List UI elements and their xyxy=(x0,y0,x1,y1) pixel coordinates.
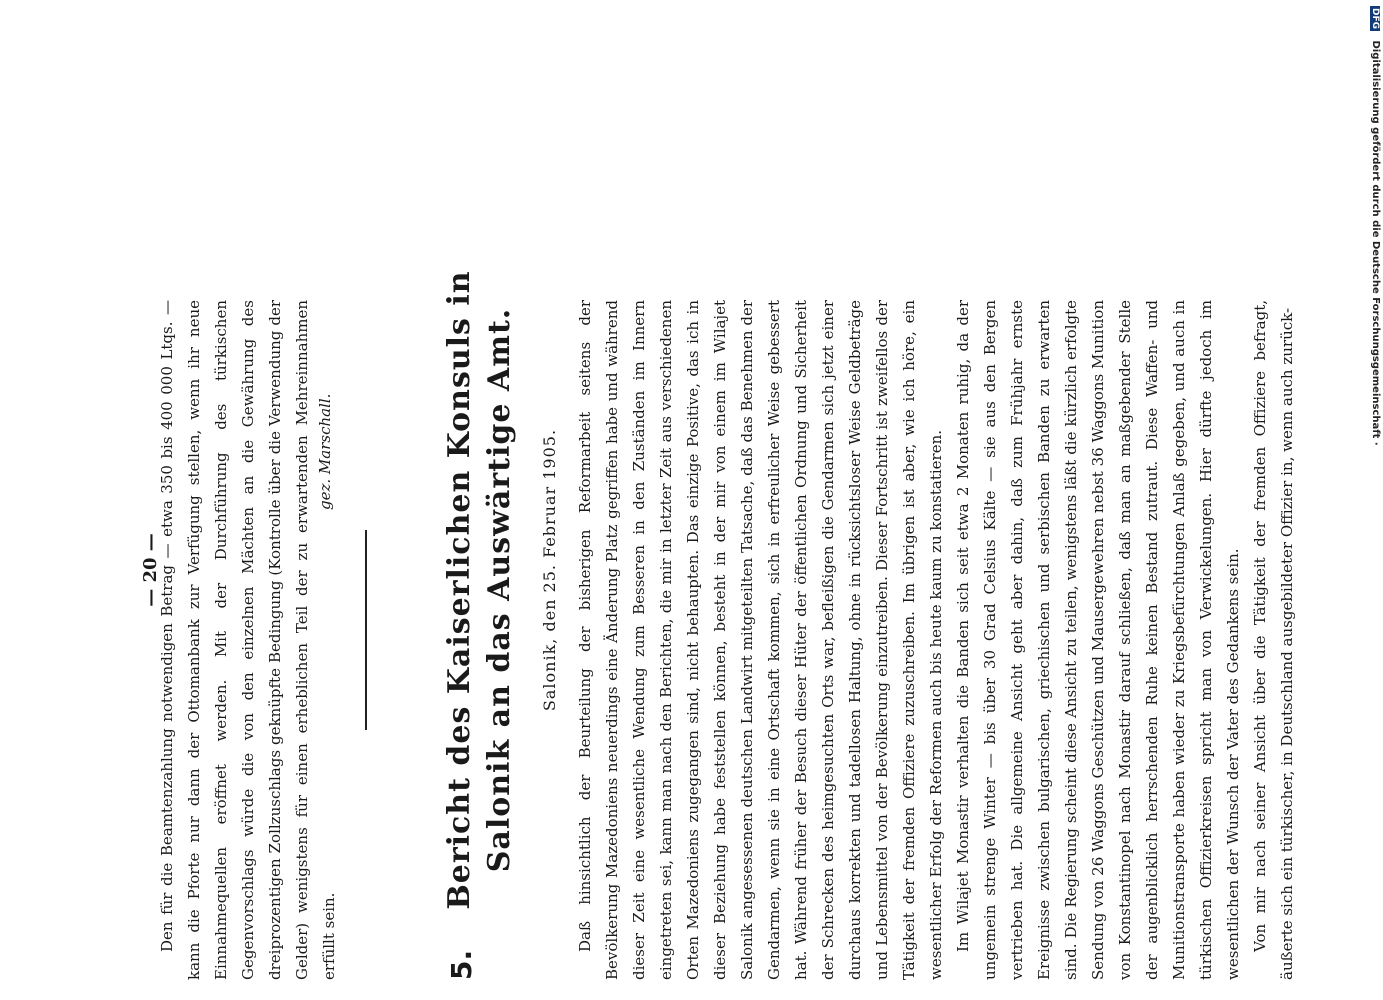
report-body xyxy=(572,300,1301,980)
dfg-logo: DFG xyxy=(1370,8,1380,30)
report-paragraph-2: Im Wilajet Monastir verhalten die Banden sich seit etwa 2 Monaten ruhig, da der ungemein strenge Winter — bis über 30 Grad Celsius Kälte — sie aus den Bergen vertrieben hat. Die allgemeine Ansicht geht aber dahin, daß zum Frühjahr ernste Ereignisse zwischen bulgarischen, griechischen und serbischen Banden zu erwarten sind. Die Regierung scheint diese Ansicht zu teilen, wenigstens läßt die kürzlich erfolgte Sendung von 26 Waggons Geschützen und Mausergewehren nebst 36 Waggons Munition von Konstantinopel nach Monastir darauf schließen, daß man an maßgebender Stelle der augenblicklich herrschenden Ruhe keinen Bestand zutraut. Diese Waffen- und Munitionstransporte haben wieder zu Kriegsbefürchtungen Anlaß gegeben, und auch in türkischen Offizierkreisen spricht man von Verwickelungen. Hier dürfte jedoch im wesentlichen der Wunsch der Vater des Gedankens sein. xyxy=(954,300,1242,980)
signature: gez. Marschall. xyxy=(316,393,334,510)
dateline: Salonik, den 25. Februar 1905. xyxy=(540,428,559,712)
section-number: 5. xyxy=(445,949,478,980)
digitization-credit xyxy=(1367,6,1383,996)
rotated-document-page xyxy=(140,160,1296,980)
section-divider xyxy=(365,530,367,730)
page-number: — 20 — xyxy=(140,533,161,607)
paragraph-intro-text: Den für die Beamtenzahlung notwendigen Betrag — etwa 350 bis 400 000 Ltqs. — kann die Pforte nur dann der Ottomanbank zur Verfügung stellen, wenn ihr neue Einnahmequellen eröffnet werden. Mit der Durchführung des türkischen Gegenvorschlags würde die von den einzelnen Mächten an die Gewährung des dreiprozentigen Zollzuschlags geknüpfte Bedingung (Kontrolle über die Verwendung der Gelder) wenigstens für einen erheblichen Teil der zu erwartenden Mehreinnahmen erfüllt sein. xyxy=(158,300,338,980)
paragraph-intro xyxy=(154,300,343,980)
report-paragraph-3: Von mir nach seiner Ansicht über die Tätigkeit der fremden Offiziere befragt, äußerte sich ein türkischer, in Deutschland ausgebildeter Offizier in, wenn auch zurück- xyxy=(1251,300,1296,980)
report-paragraph-1: Daß hinsichtlich der Beurteilung der bisherigen Reformarbeit seitens der Bevölkerung Mazedoniens neuerdings eine Änderung Platz gegriffen habe und während dieser Zeit eine wesentliche Wendung zum Besseren in den Zuständen im Innern eingetreten sei, kann man nach den Berichten, die mir in letzter Zeit aus verschiedenen Orten Mazedoniens zugegangen sind, nicht behaupten. Das einzige Positive, das ich in dieser Beziehung habe feststellen können, besteht in der mir von einem im Wilajet Salonik angesessenen deutschen Landwirt mitgeteilten Tatsache, daß das Benehmen der Gendarmen, wenn sie in eine Ortschaft kommen, sich in erfreulicher Weise gebessert hat. Während früher der Besuch dieser Hüter der öffentlichen Ordnung und Sicherheit der Schrecken des heimgesuchten Orts war, befleißigen die Gendarmen sich jetzt einer durchaus korrekten und tadellosen Haltung, ohne in rücksichtsloser Weise Geldbeträge und Lebensmittel von der Bevölkerung einzutreiben. Dieser Fortschritt ist zweifellos der Tätigkeit der fremden Offiziere zuzuschreiben. Im übrigen ist aber, wie ich höre, ein wesentlicher Erfolg der Reformen auch bis heute kaum zu konstatieren. xyxy=(576,300,945,980)
credit-text: Digitalisierung gefördert durch die Deutsche Forschungsgemeinschaft · xyxy=(1370,40,1381,446)
section-heading: Bericht des Kaiserlichen Konsuls in Salonik an das Auswärtige Amt. xyxy=(442,270,517,910)
